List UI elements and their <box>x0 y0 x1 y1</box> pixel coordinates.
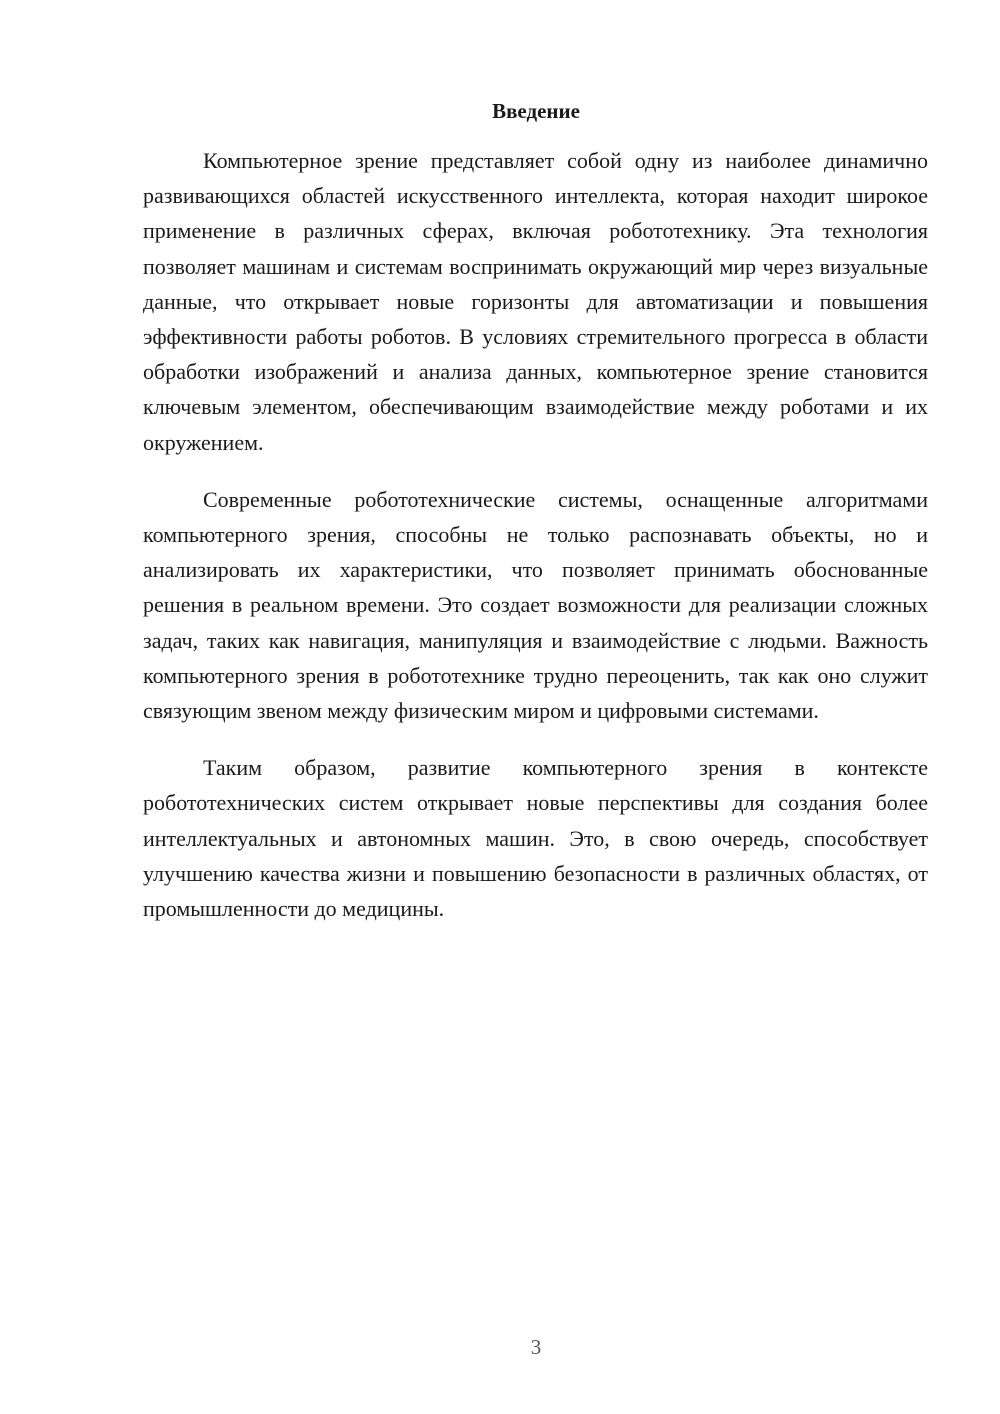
paragraph-2: Современные робототехнические системы, оснащенные алгоритмами компьютерного зрения, способны не только распознавать объекты, но и анализировать их характеристики, что позволяет принимать обоснованные решения в реальном времени. Это создает возможности для реализации сложных задач, таких как навигация, манипуляция и взаимодействие с людьми. Важность компьютерного зрения в робототехнике трудно переоценить, так как оно служит связующим звеном между физическим миром и цифровыми системами. <box>143 486 928 724</box>
body-text <box>143 143 928 948</box>
paragraph-1: Компьютерное зрение представляет собой одну из наиболее динамично развивающихся областей искусственного интеллекта, которая находит широкое применение в различных сферах, включая робототехнику. Эта технология позволяет машинам и системам воспринимать окружающий мир через визуальные данные, что открывает новые горизонты для автоматизации и повышения эффективности работы роботов. В условиях стремительного прогресса в области обработки изображений и анализа данных, компьютерное зрение становится ключевым элементом, обеспечивающим взаимодействие между роботами и их окружением. <box>143 148 928 455</box>
paragraph-3: Таким образом, развитие компьютерного зрения в контексте робототехнических систем открывает новые перспективы для создания более интеллектуальных и автономных машин. Это, в свою очередь, способствует улучшению качества жизни и повышению безопасности в различных областях, от промышленности до медицины. <box>143 755 928 922</box>
section-title: Введение <box>492 99 580 123</box>
page-number: 3 <box>530 1335 542 1359</box>
